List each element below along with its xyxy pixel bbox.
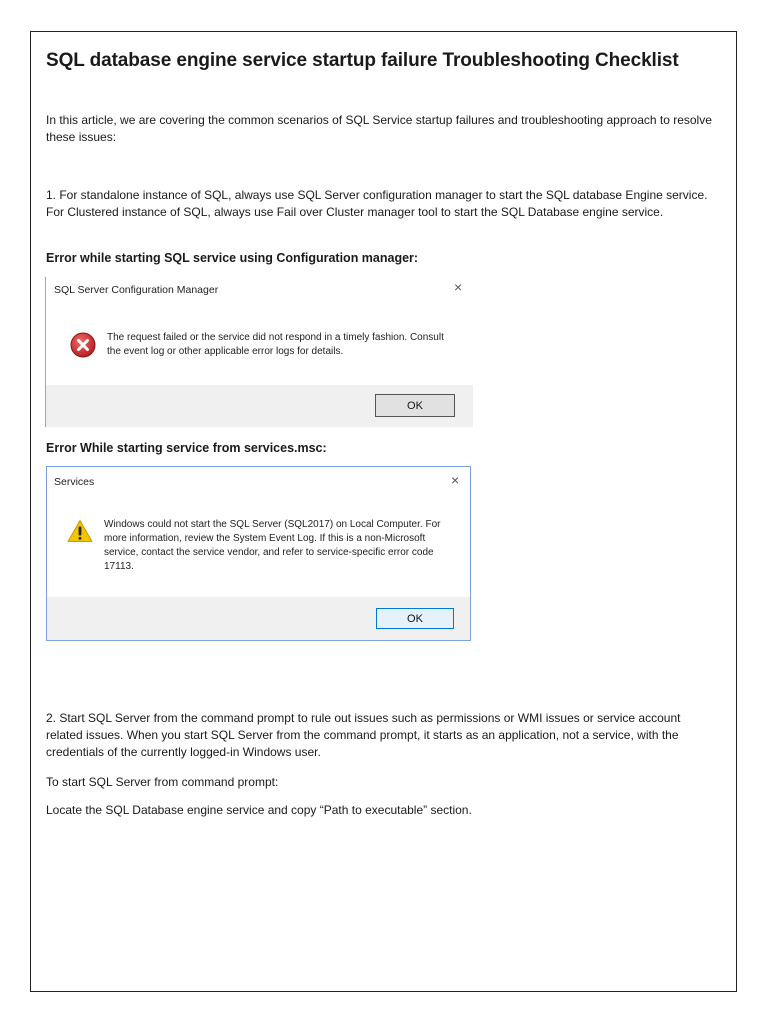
intro-paragraph: In this article, we are covering the common scenarios of SQL Service startup failures and troubleshooting approach to resolve these issues:	[46, 113, 712, 144]
config-manager-error-dialog	[45, 277, 473, 427]
ok-button[interactable]: OK	[376, 608, 454, 629]
dialog-message: The request failed or the service did not respond in a timely fashion. Consult the event log or other applicable error logs for details.	[107, 332, 444, 357]
config-manager-error-heading: Error while starting SQL service using Configuration manager:	[46, 251, 419, 265]
dialog-footer	[46, 385, 473, 427]
command-prompt-heading: To start SQL Server from command prompt:	[46, 775, 279, 789]
locate-service-paragraph: Locate the SQL Database engine service and copy “Path to executable” section.	[46, 803, 472, 817]
step-1-paragraph: 1. For standalone instance of SQL, always use SQL Server configuration manager to start the SQL database Engine service. For Clustered instance of SQL, always use Fail over Cluster manager tool to start the SQL Database engine service.	[46, 188, 708, 219]
dialog-footer	[47, 597, 470, 640]
services-error-dialog	[46, 466, 471, 641]
document-title: SQL database engine service startup failure Troubleshooting Checklist	[46, 50, 679, 71]
error-icon	[70, 332, 96, 363]
step-2-paragraph: 2. Start SQL Server from the command prompt to rule out issues such as permissions or WMI issues or service account related issues. When you start SQL Server from the command prompt, it starts as an application, not a service, with the credentials of the currently logged-in Windows user.	[46, 711, 681, 759]
close-icon[interactable]: ×	[451, 472, 460, 488]
close-icon[interactable]: ×	[454, 279, 463, 295]
dialog-title: SQL Server Configuration Manager	[54, 284, 219, 296]
dialog-message: Windows could not start the SQL Server (SQL2017) on Local Computer. For more information, review the System Event Log. If this is a non-Microsoft service, contact the service vendor, and refer to service-specific error code 17113.	[104, 519, 441, 572]
ok-button[interactable]: OK	[375, 394, 455, 417]
services-error-heading: Error While starting service from services.msc:	[46, 441, 327, 455]
dialog-title: Services	[54, 476, 95, 488]
warning-icon	[67, 519, 93, 548]
